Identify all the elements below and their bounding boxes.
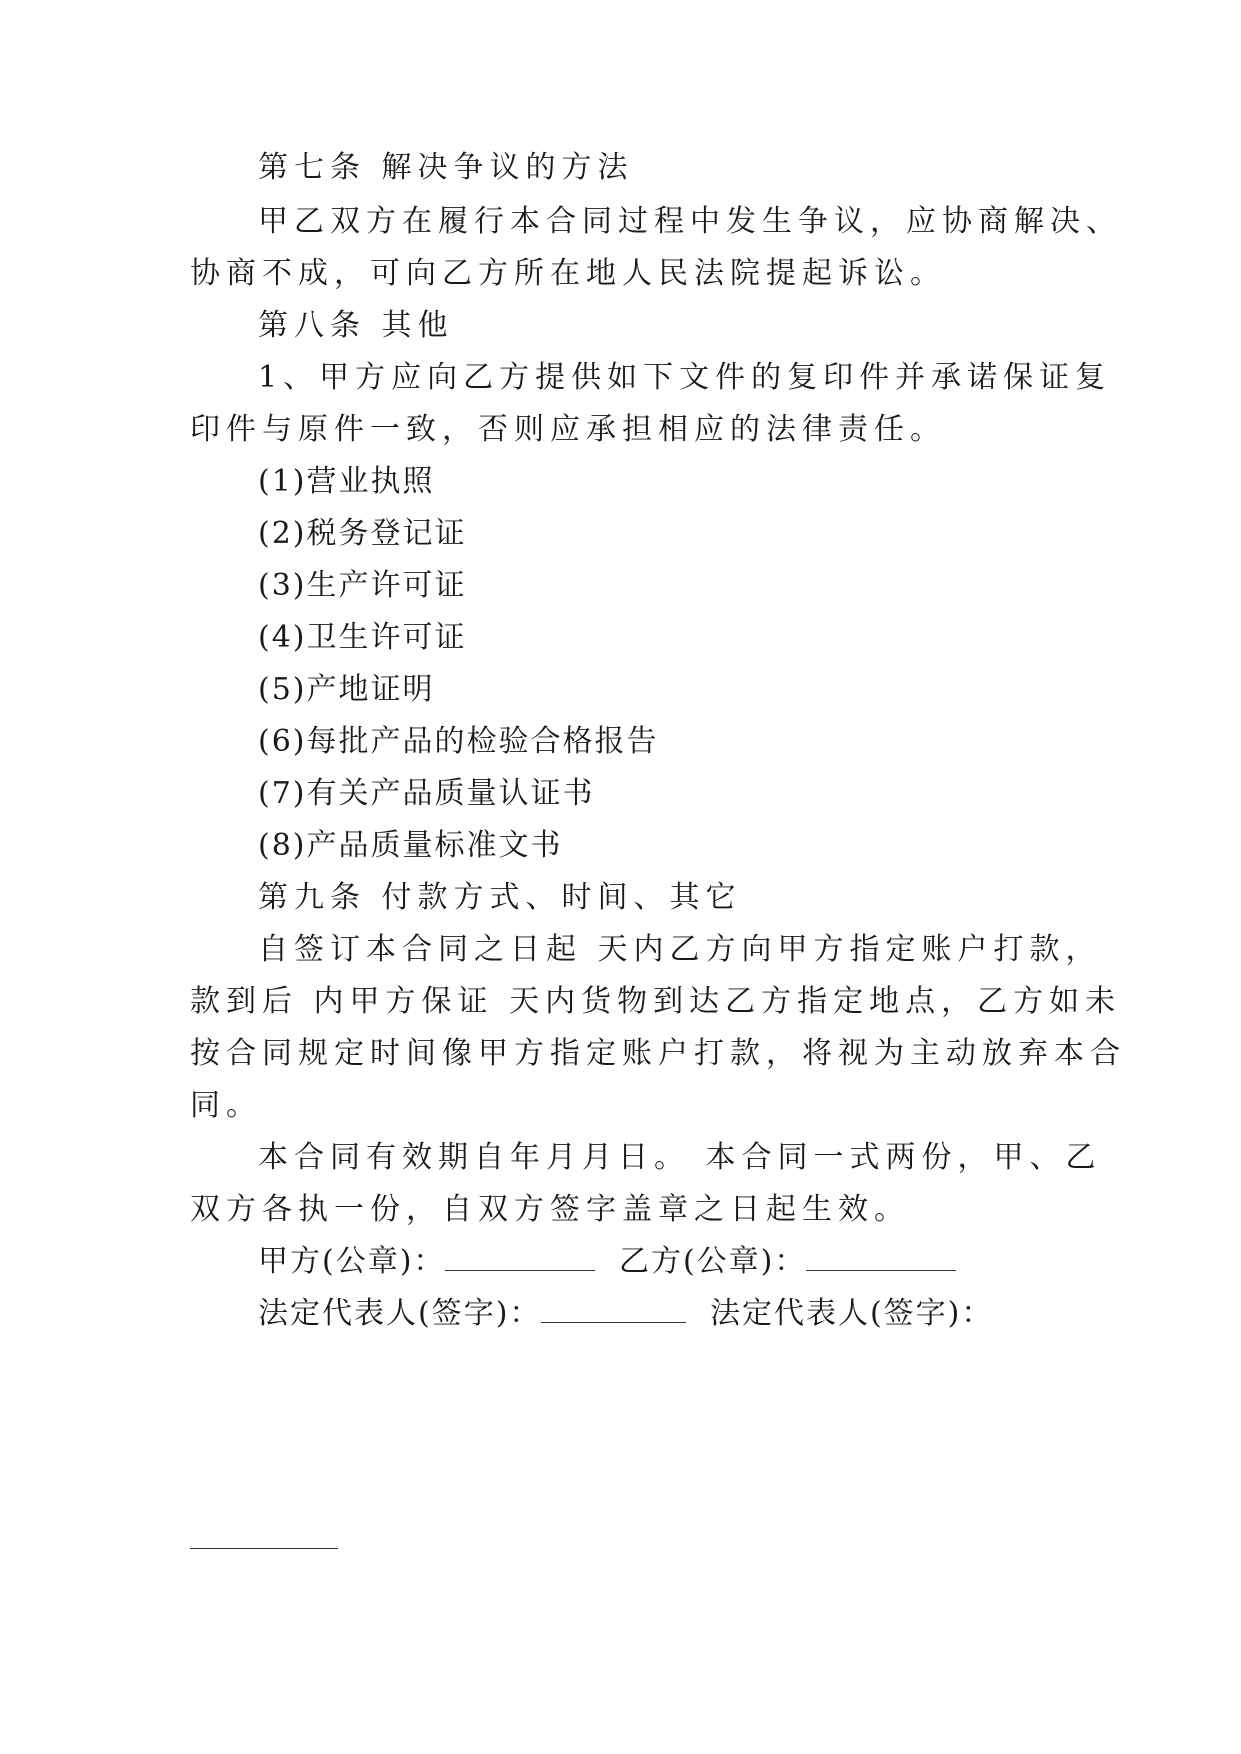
party-a-seal-label: 甲方(公章)： — [258, 1244, 446, 1279]
seal-row — [258, 1242, 968, 1282]
rep-a-label: 法定代表人(签字)： — [258, 1296, 542, 1331]
article-9-paragraph-line: 按合同规定时间像甲方指定账户打款，将视为主动放弃本合 — [190, 1036, 1126, 1071]
document-list-item: (5)产地证明 — [258, 672, 435, 707]
document-list-item: (3)生产许可证 — [258, 568, 467, 603]
document-list-item: (7)有关产品质量认证书 — [258, 776, 595, 811]
validity-paragraph-line: 本合同有效期自年月月日。 本合同一式两份，甲、乙 — [258, 1140, 1102, 1175]
document-list-item: (8)产品质量标准文书 — [258, 828, 563, 863]
party-b-seal-label: 乙方(公章)： — [618, 1244, 807, 1279]
validity-paragraph-line: 双方各执一份，自双方签字盖章之日起生效。 — [190, 1192, 910, 1227]
article-7-paragraph-line: 甲乙双方在履行本合同过程中发生争议，应协商解决、 — [258, 204, 1122, 239]
document-list-item: (2)税务登记证 — [258, 516, 467, 551]
representative-row — [258, 1294, 993, 1334]
article-7-heading: 第七条 解决争议的方法 — [258, 150, 634, 185]
article-9-paragraph-line: 自签订本合同之日起 天内乙方向甲方指定账户打款， — [258, 932, 1102, 967]
party-a-seal-blank[interactable] — [445, 1248, 595, 1271]
rep-b-signature-blank[interactable] — [190, 1548, 338, 1549]
article-9-heading: 第九条 付款方式、时间、其它 — [258, 880, 742, 915]
article-8-heading: 第八条 其他 — [258, 308, 454, 343]
article-8-paragraph-line: 1、甲方应向乙方提供如下文件的复印件并承诺保证复 — [258, 360, 1112, 395]
document-list-item: (6)每批产品的检验合格报告 — [258, 724, 659, 759]
rep-a-signature-blank[interactable] — [541, 1300, 686, 1323]
article-9-paragraph-line: 同。 — [190, 1088, 262, 1123]
party-b-seal-blank[interactable] — [806, 1248, 956, 1271]
rep-b-label: 法定代表人(签字)： — [709, 1296, 994, 1331]
article-7-paragraph-line: 协商不成，可向乙方所在地人民法院提起诉讼。 — [190, 256, 946, 291]
article-9-paragraph-line: 款到后 内甲方保证 天内货物到达乙方指定地点，乙方如未 — [190, 984, 1122, 1019]
article-8-paragraph-line: 印件与原件一致，否则应承担相应的法律责任。 — [190, 412, 946, 447]
document-list-item: (1)营业执照 — [258, 464, 435, 499]
document-list-item: (4)卫生许可证 — [258, 620, 467, 655]
